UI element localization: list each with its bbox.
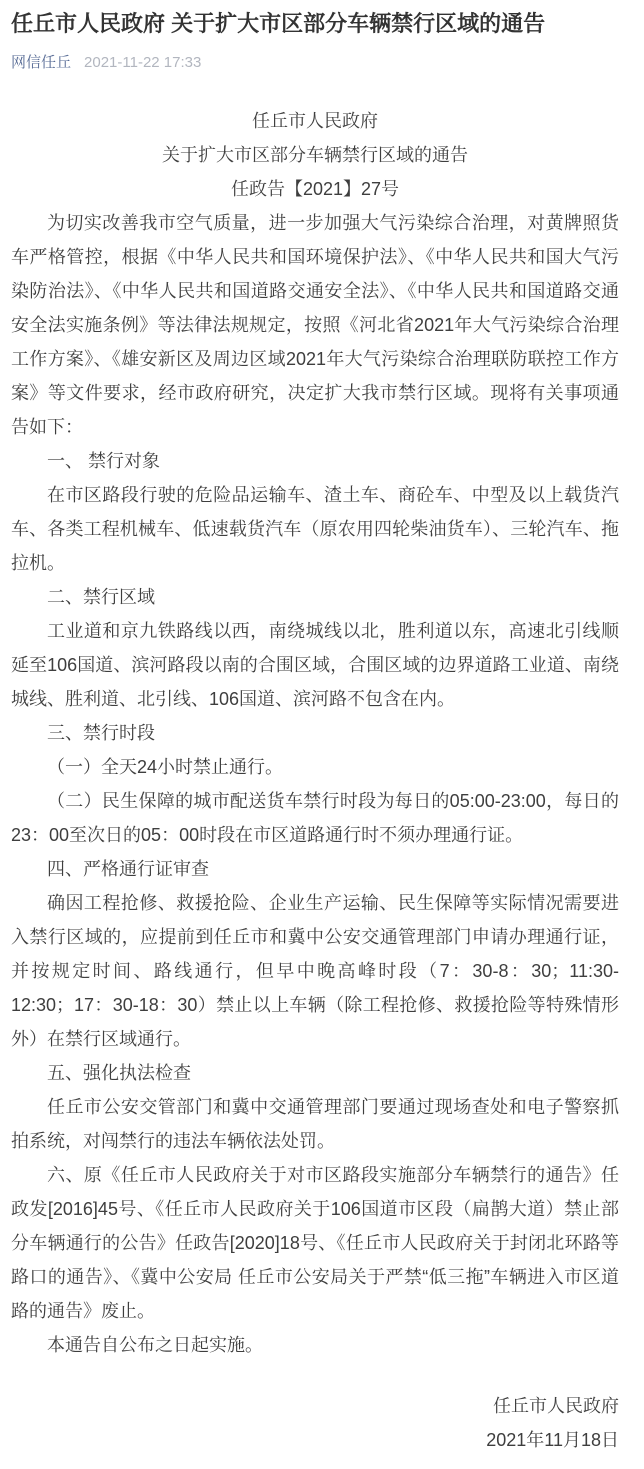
paragraph: 本通告自公布之日起实施。 [47, 1335, 263, 1355]
paragraph: （一）全天24小时禁止通行。 [47, 757, 284, 777]
section-heading: 二、禁行区域 [47, 587, 155, 607]
source-account-link[interactable]: 网信任丘 [11, 54, 72, 71]
section-heading: 四、严格通行证审查 [47, 859, 209, 879]
paragraph: 工业道和京九铁路线以西，南绕城线以北，胜利道以东，高速北引线顺延至106国道、滨河路段以南的合围区域，合围区域的边界道路工业道、南绕城线、胜利道、北引线、106国道、滨河路不包含在内。 [11, 621, 619, 709]
page-title: 任丘市人民政府 关于扩大市区部分车辆禁行区域的通告 [11, 11, 546, 36]
paragraph: 六、原《任丘市人民政府关于对市区路段实施部分车辆禁行的通告》任政发[2016]45号、《任丘市人民政府关于106国道市区段（扁鹊大道）禁止部分车辆通行的公告》任政告[2020]18号、《任丘市人民政府关于封闭北环路等路口的通告》、《冀中公安局 任丘市公安局关于严禁“低三拖”车辆进入市区道路的通告》废止。 [11, 1165, 619, 1321]
article-meta [11, 53, 633, 73]
section-heading: 一、 禁行对象 [47, 451, 161, 471]
document-body [0, 104, 644, 1469]
publish-datetime: 2021-11-22 17:33 [84, 54, 202, 71]
doc-title-line: 任丘市人民政府 [252, 111, 378, 131]
section-heading: 三、禁行时段 [47, 723, 155, 743]
paragraph: 在市区路段行驶的危险品运输车、渣土车、商砼车、中型及以上载货汽车、各类工程机械车、低速载货汽车（原农用四轮柴油货车）、三轮汽车、拖拉机。 [11, 485, 619, 573]
signature-org: 任丘市人民政府 [493, 1396, 619, 1416]
doc-number-line: 任政告【2021】27号 [230, 179, 400, 199]
paragraph: 确因工程抢修、救援抢险、企业生产运输、民生保障等实际情况需要进入禁行区域的，应提前到任丘市和冀中公安交通管理部门申请办理通行证，并按规定时间、路线通行，但早中晚高峰时段（7：30-8：30；11:30-12:30；17：30-18：30）禁止以上车辆（除工程抢修、救援抢险等特殊情形外）在禁行区域通行。 [11, 893, 619, 1049]
doc-title-line: 关于扩大市区部分车辆禁行区域的通告 [162, 145, 468, 165]
signature-date: 2021年11月18日 [486, 1430, 619, 1450]
signature-block [11, 1389, 619, 1469]
section-heading: 五、强化执法检查 [47, 1063, 191, 1083]
paragraph: （二）民生保障的城市配送货车禁行时段为每日的05:00-23:00，每日的23：00至次日的05：00时段在市区道路通行时不须办理通行证。 [11, 791, 619, 845]
paragraph: 为切实改善我市空气质量，进一步加强大气污染综合治理，对黄牌照货车严格管控，根据《中华人民共和国环境保护法》、《中华人民共和国大气污染防治法》、《中华人民共和国道路交通安全法》、《中华人民共和国道路交通安全法实施条例》等法律法规规定，按照《河北省2021年大气污染综合治理工作方案》、《雄安新区及周边区域2021年大气污染综合治理联防联控工作方案》等文件要求，经市政府研究，决定扩大我市禁行区域。现将有关事项通告如下： [11, 213, 619, 437]
paragraph: 任丘市公安交管部门和冀中交通管理部门要通过现场查处和电子警察抓拍系统，对闯禁行的违法车辆依法处罚。 [11, 1097, 619, 1151]
